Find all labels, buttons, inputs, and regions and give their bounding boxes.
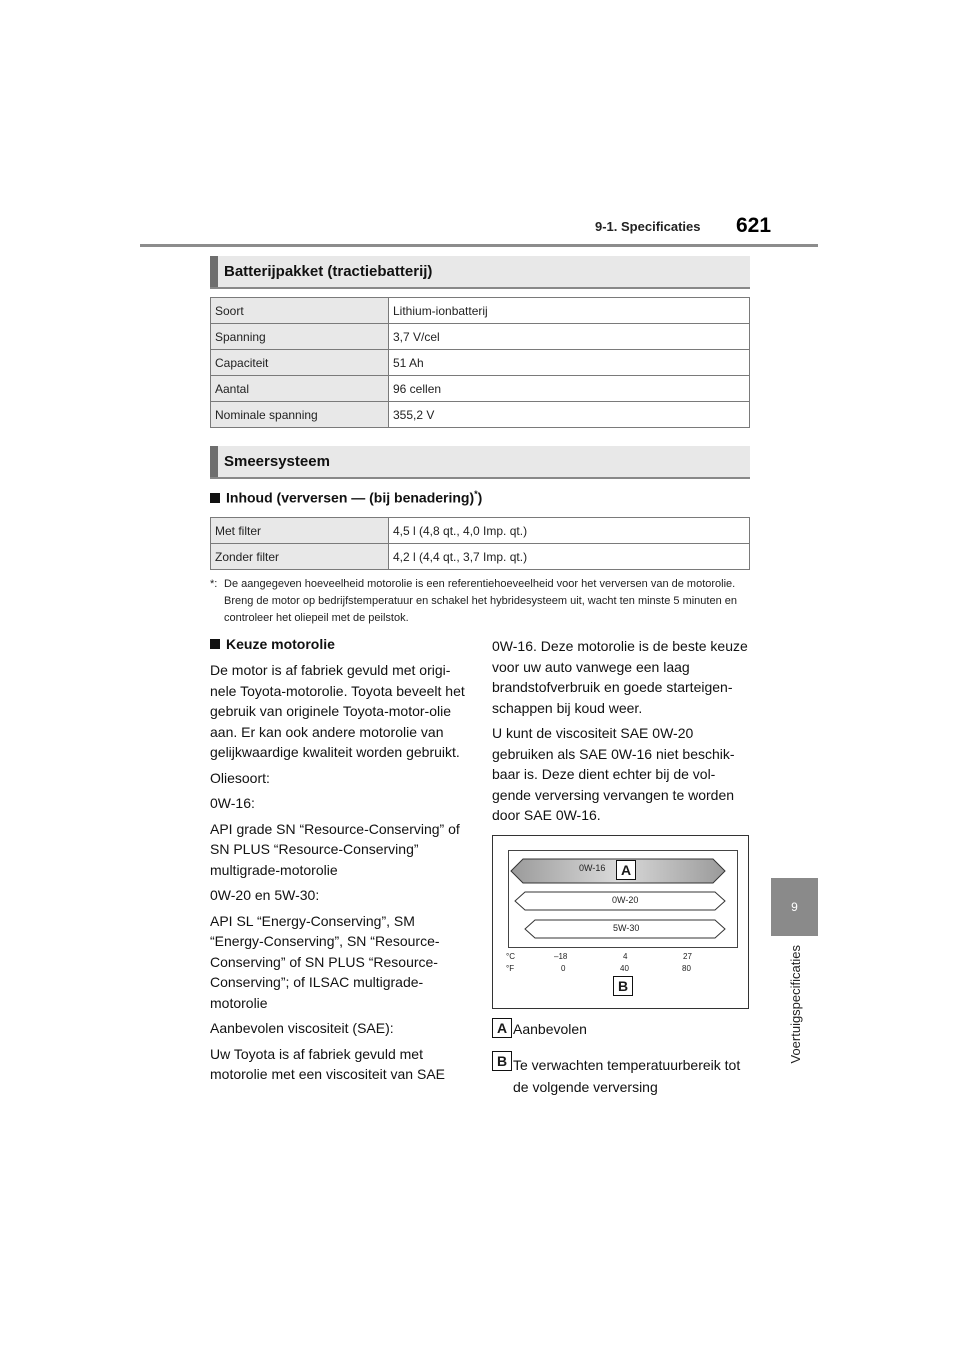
tick-label: 40 <box>620 964 629 973</box>
table-row: Spanning 3,7 V/cel <box>211 324 750 350</box>
legend-text-b: Te verwachten temperatuurbereik tot de volgende verversing <box>513 1057 741 1095</box>
figure-label-a: A <box>616 860 636 880</box>
oil-choice-heading: Keuze motorolie <box>210 636 335 652</box>
table-row: Nominale spanning 355,2 V <box>211 402 750 428</box>
bar-label-0w16: 0W-16 <box>579 863 606 873</box>
tick-label: 0 <box>561 964 566 973</box>
section-title: 9-1. Specificaties <box>595 219 701 234</box>
table-row: Met filter 4,5 l (4,8 qt., 4,0 Imp. qt.) <box>211 518 750 544</box>
left-column-text: De motor is af fabriek gevuld met origi-nele Toyota-motorolie. Toyota beveelt het gebruik van originele Toyota-motor-olie aan. Er kan ook andere motorolie van gelijkwaardige kwaliteit worden gebruikt. Oliesoort: 0W-16: API grade SN “Resource-Conserving” of SN PLUS “Resource-Conserving” multigrade-motorolie 0W-20 en 5W-30: API SL “Energy-Conserving”, SM “Energy-Conserving”, SN “Resource-Conserving” of SN PLUS “Resource-Conserving”; of ILSAC multigrade-motorolie Aanbevolen viscositeit (SAE): Uw Toyota is af fabriek gevuld met motorolie met een viscositeit van SAE <box>210 662 465 1082</box>
table-row: Capaciteit 51 Ah <box>211 350 750 376</box>
legend-marker-b: B <box>492 1051 512 1071</box>
battery-section-heading: Batterijpakket (tractiebatterij) <box>210 256 750 289</box>
chapter-number: 9 <box>791 900 798 914</box>
header-divider <box>140 244 818 247</box>
tick-label: 4 <box>623 952 628 961</box>
contents-heading: Inhoud (verversen — (bij benadering)*) <box>210 489 482 506</box>
footnote: *: De aangegeven hoeveelheid motorolie is een referentiehoeveelheid voor het verversen van de motorolie. Breng de motor op bedrijfstemperatuur en schakel het hybridesysteem uit, wacht ten minste 5 minuten en controleer het oliepeil met de peilstok. <box>210 578 737 624</box>
table-row: Zonder filter 4,2 l (4,4 qt., 3,7 Imp. qt.) <box>211 544 750 570</box>
chapter-label: Voertuigspecificaties <box>787 945 803 1064</box>
viscosity-range-area <box>508 850 738 948</box>
figure-label-b: B <box>613 976 633 996</box>
viscosity-chart <box>492 835 749 1009</box>
tick-label: –18 <box>554 952 568 961</box>
table-row: Soort Lithium-ionbatterij <box>211 298 750 324</box>
tick-label: 27 <box>683 952 692 961</box>
lubrication-section-heading: Smeersysteem <box>210 446 750 479</box>
chapter-tab[interactable] <box>771 878 818 936</box>
square-bullet-icon <box>210 493 220 503</box>
table-row: Aantal 96 cellen <box>211 376 750 402</box>
legend-text-a: Aanbevolen <box>513 1021 587 1037</box>
oil-capacity-table <box>210 517 750 570</box>
page-number: 621 <box>736 214 772 237</box>
unit-celsius: °C <box>506 952 515 961</box>
tick-label: 80 <box>682 964 691 973</box>
right-column-text: 0W-16. Deze motorolie is de beste keuze voor uw auto vanwege een laag brandstofverbruik en goede starteigen-schappen bij koud weer. U kunt de viscositeit SAE 0W-20 gebruiken als SAE 0W-16 niet beschik-baar is. Deze dient echter bij de vol-gende verversing vervangen te worden door SAE 0W-16. <box>492 638 748 823</box>
bar-label-5w30: 5W-30 <box>613 923 640 933</box>
unit-fahrenheit: °F <box>506 964 515 973</box>
legend-marker-a: A <box>492 1018 512 1038</box>
square-bullet-icon <box>210 639 220 649</box>
bar-label-0w20: 0W-20 <box>612 895 639 905</box>
battery-spec-table <box>210 297 750 428</box>
